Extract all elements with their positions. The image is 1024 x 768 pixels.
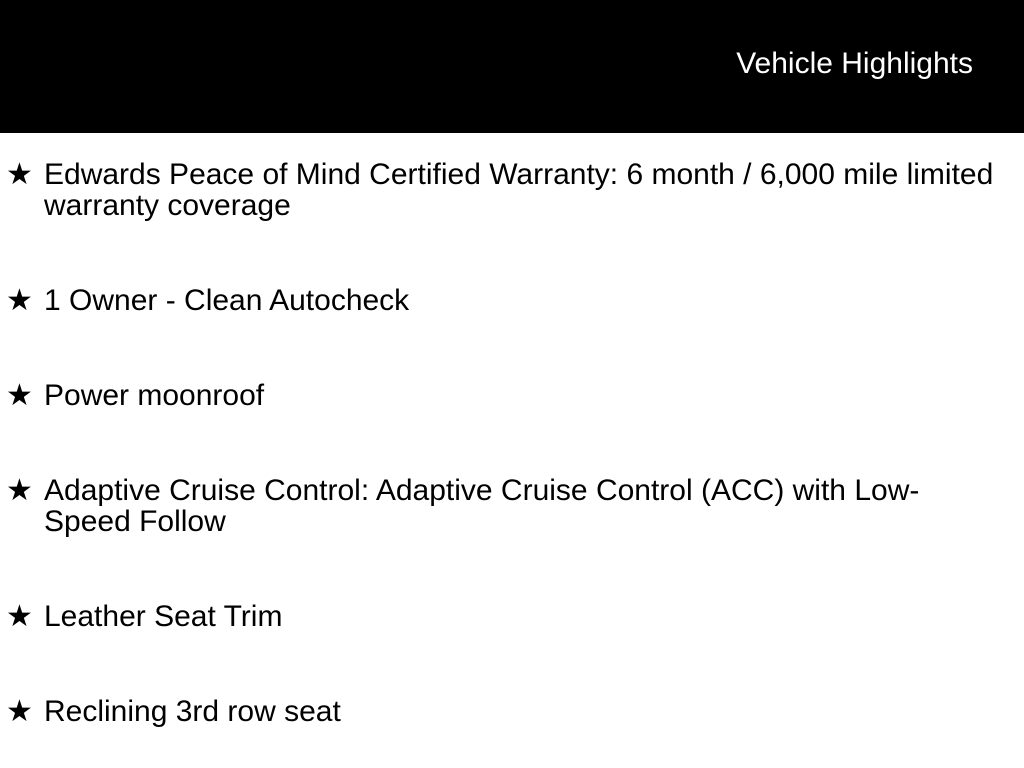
star-bullet-icon: ★ (6, 283, 33, 318)
list-item-text: Power moonroof (44, 379, 265, 412)
list-item (6, 696, 1024, 727)
header-bar (0, 0, 1024, 133)
star-bullet-icon: ★ (6, 378, 33, 413)
list-item-text: Adaptive Cruise Control: Adaptive Cruise Control (ACC) with Low-Speed Follow (44, 474, 920, 538)
page-title: Vehicle Highlights (736, 46, 973, 80)
star-bullet-icon: ★ (6, 157, 33, 192)
list-item-text: Leather Seat Trim (44, 600, 283, 633)
list-item-text: Reclining 3rd row seat (44, 695, 341, 728)
list-item (6, 601, 1024, 632)
star-bullet-icon: ★ (6, 473, 33, 508)
star-bullet-icon: ★ (6, 694, 33, 729)
list-item-text: 1 Owner - Clean Autocheck (44, 284, 410, 317)
highlights-list (0, 159, 1024, 727)
list-item-text: Edwards Peace of Mind Certified Warranty: 6 month / 6,000 mile limited warranty coverage (44, 158, 994, 222)
list-item (6, 380, 1024, 411)
star-bullet-icon: ★ (6, 599, 33, 634)
list-item (6, 475, 1024, 537)
list-item (6, 159, 1024, 221)
list-item (6, 285, 1024, 316)
